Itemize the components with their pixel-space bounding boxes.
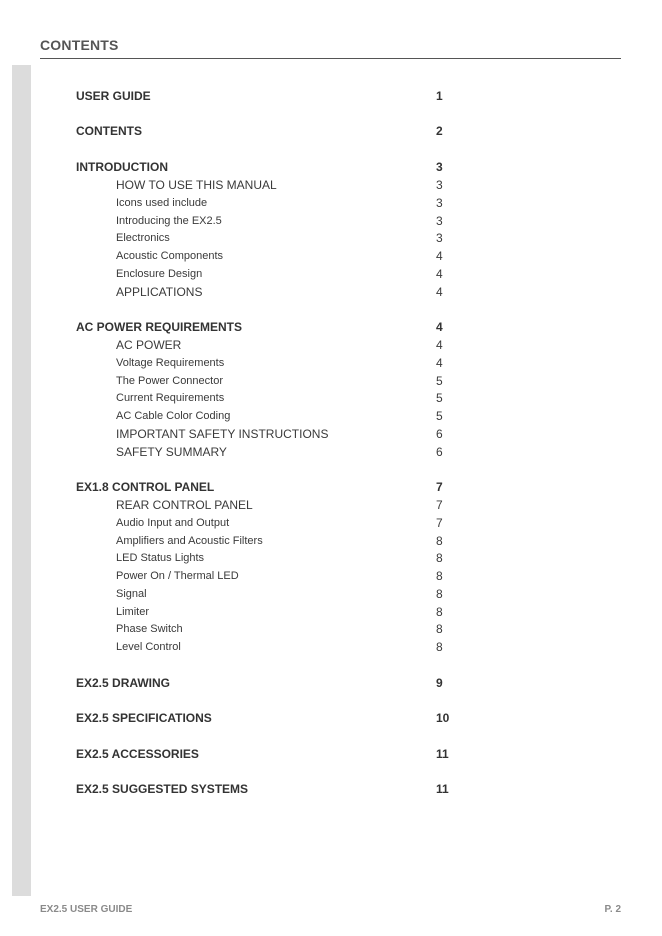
toc-entry-title: Limiter (116, 606, 150, 618)
toc-entry-title: EX1.8 CONTROL PANEL (76, 480, 215, 494)
toc-entry-page: 7 (436, 516, 443, 530)
toc-entry-title: REAR CONTROL PANEL (116, 498, 253, 512)
toc-entry[interactable] (0, 87, 662, 105)
toc-entry-page: 3 (436, 160, 443, 174)
toc-entry-title: Electronics (116, 232, 170, 244)
toc-entry-page: 4 (436, 338, 443, 352)
toc-entry[interactable] (0, 478, 662, 496)
toc-entry-page: 4 (436, 267, 443, 281)
toc-entry-title: Signal (116, 588, 147, 600)
toc-entry-page: 10 (436, 711, 450, 725)
toc-entry[interactable] (0, 603, 662, 621)
toc-entry-title: INTRODUCTION (76, 160, 168, 174)
toc-entry-title: EX2.5 SPECIFICATIONS (76, 711, 212, 725)
toc-entry-page: 5 (436, 391, 443, 405)
toc-entry-title: EX2.5 DRAWING (76, 676, 171, 690)
toc-entry-page: 2 (436, 124, 443, 138)
toc-entry[interactable] (0, 780, 662, 798)
heading-divider (40, 58, 621, 59)
toc-entry[interactable] (0, 158, 662, 176)
toc-entry-title: EX2.5 SUGGESTED SYSTEMS (76, 782, 249, 796)
toc-entry-title: Voltage Requirements (116, 357, 225, 369)
toc-entry[interactable] (0, 674, 662, 692)
toc-entry-title: Current Requirements (116, 392, 225, 404)
toc-entry-page: 9 (436, 676, 443, 690)
toc-entry-title: IMPORTANT SAFETY INSTRUCTIONS (116, 427, 329, 441)
toc-entry-page: 1 (436, 89, 443, 103)
toc-entry[interactable] (0, 585, 662, 603)
toc-entry[interactable] (0, 212, 662, 230)
toc-entry[interactable] (0, 496, 662, 514)
toc-entry-title: HOW TO USE THIS MANUAL (116, 178, 277, 192)
footer-document-title: EX2.5 USER GUIDE (40, 904, 133, 915)
toc-entry[interactable] (0, 745, 662, 763)
toc-entry[interactable] (0, 567, 662, 585)
toc-entry-page: 8 (436, 605, 443, 619)
toc-entry-title: Level Control (116, 641, 181, 653)
toc-entry-page: 6 (436, 427, 443, 441)
toc-entry-title: USER GUIDE (76, 89, 151, 103)
toc-entry-page: 5 (436, 409, 443, 423)
toc-entry[interactable] (0, 194, 662, 212)
toc-entry[interactable] (0, 425, 662, 443)
toc-entry-page: 8 (436, 551, 443, 565)
toc-entry-page: 4 (436, 356, 443, 370)
toc-entry-title: EX2.5 ACCESSORIES (76, 747, 199, 761)
toc-entry-page: 3 (436, 196, 443, 210)
toc-entry[interactable] (0, 265, 662, 283)
toc-entry[interactable] (0, 122, 662, 140)
toc-entry-page: 11 (436, 782, 449, 796)
toc-entry[interactable] (0, 176, 662, 194)
toc-entry-page: 4 (436, 285, 443, 299)
toc-entry-page: 8 (436, 587, 443, 601)
toc-entry-page: 8 (436, 622, 443, 636)
toc-entry-page: 7 (436, 498, 443, 512)
toc-entry-title: Icons used include (116, 197, 208, 209)
toc-entry-title: AC POWER REQUIREMENTS (76, 320, 243, 334)
toc-entry-title: The Power Connector (116, 375, 223, 387)
toc-entry-title: CONTENTS (76, 124, 142, 138)
toc-entry-page: 3 (436, 214, 443, 228)
toc-entry[interactable] (0, 549, 662, 567)
toc-entry-title: Amplifiers and Acoustic Filters (116, 535, 263, 547)
toc-entry-title: LED Status Lights (116, 552, 205, 564)
toc-entry-title: Power On / Thermal LED (116, 570, 239, 582)
toc-entry[interactable] (0, 532, 662, 550)
toc-entry-title: AC POWER (116, 338, 182, 352)
toc-entry-title: SAFETY SUMMARY (116, 445, 227, 459)
toc-entry-page: 5 (436, 374, 443, 388)
toc-entry-title: AC Cable Color Coding (116, 410, 231, 422)
toc-entry[interactable] (0, 372, 662, 390)
toc-entry-page: 4 (436, 249, 443, 263)
toc-entry-page: 3 (436, 231, 443, 245)
page-title: CONTENTS (40, 37, 119, 53)
toc-entry-title: Audio Input and Output (116, 517, 230, 529)
toc-entry[interactable] (0, 318, 662, 336)
toc-entry-title: Phase Switch (116, 623, 183, 635)
toc-entry-title: APPLICATIONS (116, 285, 203, 299)
toc-entry[interactable] (0, 283, 662, 301)
toc-entry[interactable] (0, 336, 662, 354)
toc-entry-page: 4 (436, 320, 443, 334)
toc-entry-page: 8 (436, 640, 443, 654)
toc-entry[interactable] (0, 638, 662, 656)
toc-entry-page: 8 (436, 534, 443, 548)
toc-entry[interactable] (0, 229, 662, 247)
toc-entry-page: 7 (436, 480, 443, 494)
toc-entry-title: Introducing the EX2.5 (116, 215, 222, 227)
toc-entry-page: 3 (436, 178, 443, 192)
footer-page-number: P. 2 (604, 904, 621, 915)
toc-entry[interactable] (0, 247, 662, 265)
toc-entry[interactable] (0, 443, 662, 461)
toc-entry[interactable] (0, 620, 662, 638)
toc-entry[interactable] (0, 709, 662, 727)
toc-entry-page: 8 (436, 569, 443, 583)
toc-entry-title: Enclosure Design (116, 268, 203, 280)
toc-entry[interactable] (0, 354, 662, 372)
toc-entry-page: 6 (436, 445, 443, 459)
toc-entry[interactable] (0, 389, 662, 407)
toc-entry[interactable] (0, 514, 662, 532)
toc-entry[interactable] (0, 407, 662, 425)
toc-entry-page: 11 (436, 747, 449, 761)
toc-entry-title: Acoustic Components (116, 250, 223, 262)
